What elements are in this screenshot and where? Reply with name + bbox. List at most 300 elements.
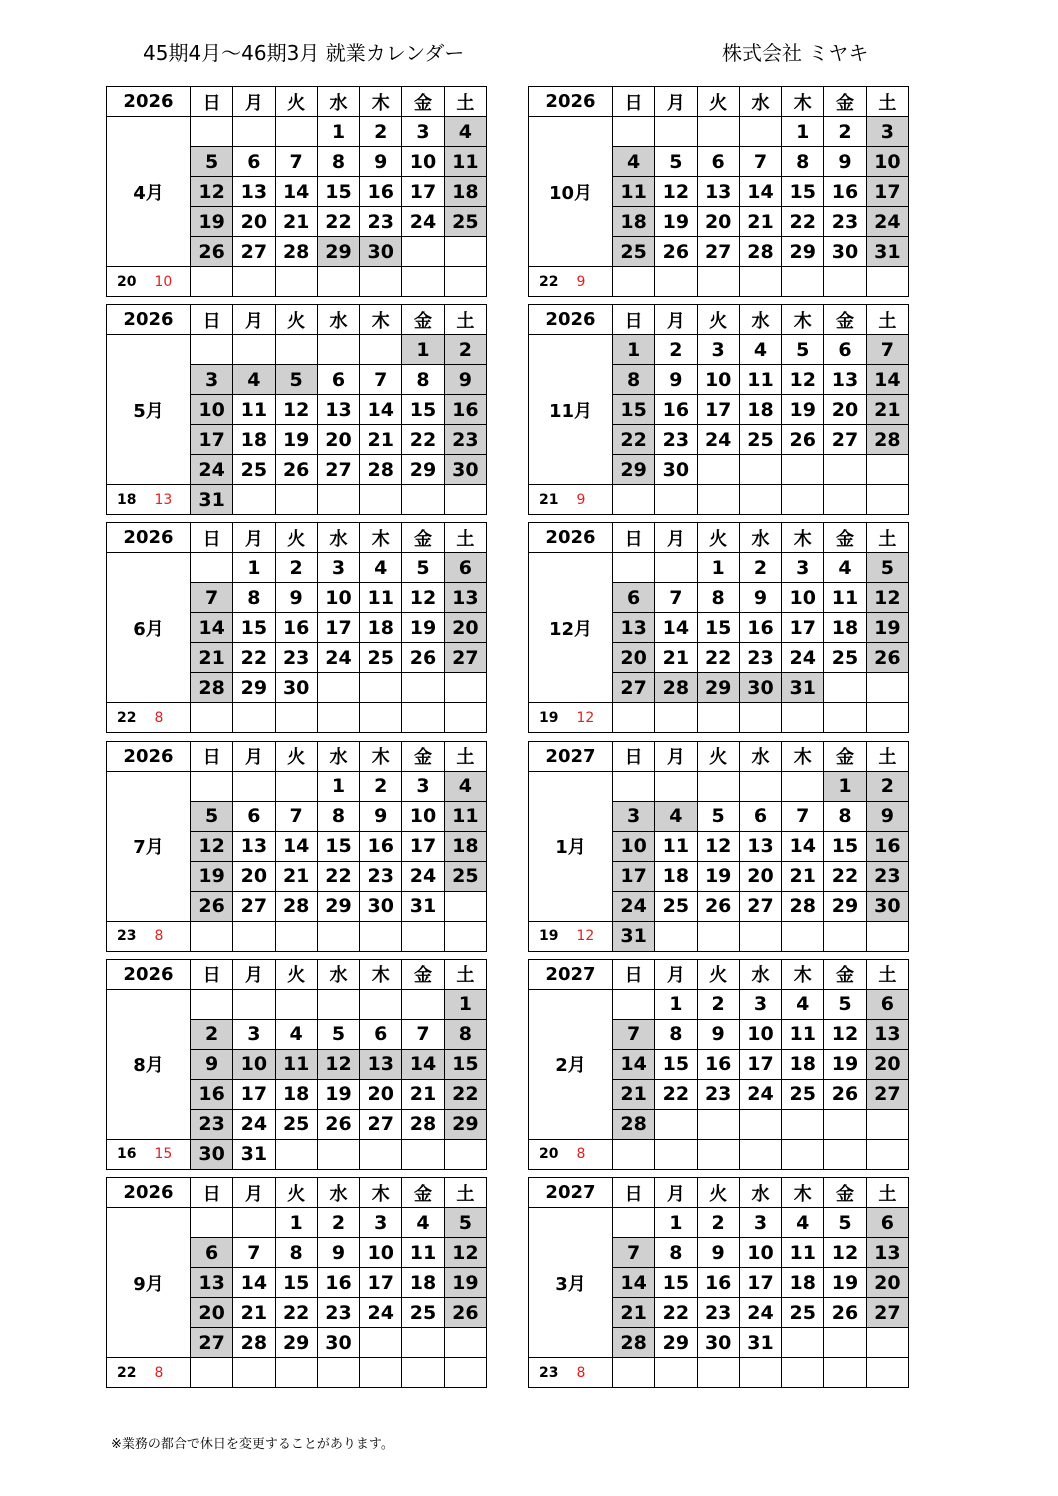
day-cell [360, 485, 402, 515]
day-cell: 13 [866, 1019, 908, 1049]
weekday-cell: 木 [782, 959, 824, 989]
month-table [106, 1177, 487, 1388]
day-cell [866, 673, 908, 703]
day-cell: 19 [444, 1268, 486, 1298]
weekday-cell: 金 [824, 959, 866, 989]
day-cell: 14 [612, 1268, 654, 1298]
weekday-cell: 火 [275, 741, 317, 771]
day-cell: 19 [824, 1049, 866, 1079]
day-cell: 7 [275, 147, 317, 177]
day-cell [697, 921, 739, 951]
day-cell: 22 [317, 861, 359, 891]
day-cell: 18 [655, 861, 697, 891]
day-cell: 25 [360, 643, 402, 673]
day-cell: 3 [402, 117, 444, 147]
day-cell: 30 [739, 673, 781, 703]
weekday-cell: 土 [444, 741, 486, 771]
day-cell: 29 [317, 237, 359, 267]
day-cell [655, 703, 697, 733]
work-days-count: 20 [539, 1146, 559, 1163]
day-cell: 6 [190, 1238, 232, 1268]
day-cell: 12 [190, 177, 232, 207]
weekday-cell: 水 [739, 1178, 781, 1208]
day-cell: 8 [782, 147, 824, 177]
day-cell: 19 [190, 861, 232, 891]
day-cell [233, 921, 275, 951]
day-cell [444, 1328, 486, 1358]
day-cell: 1 [782, 117, 824, 147]
day-cell: 27 [317, 455, 359, 485]
day-cell: 10 [402, 147, 444, 177]
day-cell: 22 [612, 425, 654, 455]
day-cell: 28 [655, 673, 697, 703]
week-row [107, 117, 487, 147]
weekday-cell: 火 [275, 959, 317, 989]
footer-note: ※業務の都合で休日を変更することがあります。 [111, 1437, 394, 1452]
day-cell: 1 [444, 989, 486, 1019]
day-count-cell [107, 1139, 191, 1169]
day-cell: 29 [402, 455, 444, 485]
day-cell: 24 [402, 207, 444, 237]
day-cell: 3 [360, 1208, 402, 1238]
day-count-cell [529, 921, 613, 951]
day-cell: 4 [444, 771, 486, 801]
weekday-cell: 日 [190, 959, 232, 989]
day-cell: 24 [190, 455, 232, 485]
weekday-cell: 月 [655, 523, 697, 553]
day-cell [824, 267, 866, 297]
weekday-cell: 日 [190, 741, 232, 771]
day-cell [782, 1328, 824, 1358]
day-cell: 30 [655, 455, 697, 485]
day-cell: 23 [655, 425, 697, 455]
day-cell: 30 [697, 1328, 739, 1358]
day-cell: 7 [612, 1019, 654, 1049]
day-cell: 29 [612, 455, 654, 485]
day-cell: 2 [655, 335, 697, 365]
day-cell: 1 [655, 1208, 697, 1238]
weekday-cell: 金 [824, 87, 866, 117]
day-cell: 19 [402, 613, 444, 643]
day-cell [190, 335, 232, 365]
day-cell: 31 [402, 891, 444, 921]
day-cell: 12 [697, 831, 739, 861]
weekday-cell: 月 [233, 523, 275, 553]
day-cell: 13 [612, 613, 654, 643]
day-cell: 3 [739, 1208, 781, 1238]
day-cell: 22 [444, 1079, 486, 1109]
work-days-count: 18 [117, 491, 137, 508]
day-cell: 12 [275, 395, 317, 425]
work-days-count: 16 [117, 1146, 137, 1163]
day-cell: 23 [317, 1298, 359, 1328]
day-cell [233, 1358, 275, 1388]
day-cell [739, 485, 781, 515]
day-cell: 31 [233, 1139, 275, 1169]
weekday-cell: 火 [275, 1178, 317, 1208]
company-name: 株式会社 ミヤキ [722, 41, 869, 65]
day-cell: 5 [782, 335, 824, 365]
day-cell [317, 921, 359, 951]
day-cell: 8 [444, 1019, 486, 1049]
day-count-cell [107, 267, 191, 297]
day-cell: 9 [866, 801, 908, 831]
day-cell [824, 921, 866, 951]
day-cell: 5 [824, 1208, 866, 1238]
day-cell: 15 [444, 1049, 486, 1079]
day-cell: 26 [444, 1298, 486, 1328]
weekday-cell: 木 [360, 523, 402, 553]
weekday-cell: 木 [782, 741, 824, 771]
weekday-cell: 日 [190, 1178, 232, 1208]
day-cell [612, 485, 654, 515]
day-cell: 20 [697, 207, 739, 237]
day-cell [655, 553, 697, 583]
day-cell: 31 [739, 1328, 781, 1358]
weekday-header-row [529, 1178, 909, 1208]
day-cell: 29 [824, 891, 866, 921]
weekday-cell: 火 [697, 741, 739, 771]
weekday-cell: 月 [233, 87, 275, 117]
weekday-cell: 日 [612, 1178, 654, 1208]
day-cell: 10 [317, 583, 359, 613]
day-cell [612, 267, 654, 297]
day-cell: 7 [612, 1238, 654, 1268]
day-cell [190, 771, 232, 801]
day-cell: 31 [190, 485, 232, 515]
week-row [529, 1139, 909, 1169]
day-cell: 17 [739, 1268, 781, 1298]
day-cell: 13 [317, 395, 359, 425]
day-cell: 22 [697, 643, 739, 673]
day-cell: 14 [275, 831, 317, 861]
day-cell [655, 771, 697, 801]
day-cell: 1 [402, 335, 444, 365]
month-calendar [528, 1177, 909, 1388]
day-cell: 11 [739, 365, 781, 395]
off-days-count: 15 [154, 1146, 173, 1163]
week-row [529, 335, 909, 365]
month-table [528, 1177, 909, 1388]
day-cell: 8 [697, 583, 739, 613]
day-cell: 3 [233, 1019, 275, 1049]
day-cell: 3 [866, 117, 908, 147]
day-cell: 11 [360, 583, 402, 613]
weekday-header-row [107, 1178, 487, 1208]
day-cell [360, 1139, 402, 1169]
day-cell: 21 [360, 425, 402, 455]
day-cell: 29 [782, 237, 824, 267]
off-days-count: 8 [154, 709, 164, 726]
day-cell: 4 [233, 365, 275, 395]
day-cell: 16 [866, 831, 908, 861]
day-cell [402, 1139, 444, 1169]
month-label: 8月 [107, 989, 191, 1139]
day-cell: 3 [612, 801, 654, 831]
day-cell: 23 [275, 643, 317, 673]
day-cell: 27 [824, 425, 866, 455]
day-cell: 10 [739, 1019, 781, 1049]
week-row [107, 335, 487, 365]
weekday-cell: 水 [739, 87, 781, 117]
day-cell: 29 [233, 673, 275, 703]
weekday-header-row [107, 87, 487, 117]
day-cell: 9 [317, 1238, 359, 1268]
day-cell: 27 [866, 1079, 908, 1109]
day-cell [782, 703, 824, 733]
weekday-cell: 月 [655, 305, 697, 335]
day-cell [444, 1139, 486, 1169]
day-cell [360, 335, 402, 365]
work-days-count: 20 [117, 273, 137, 290]
day-cell: 7 [360, 365, 402, 395]
day-cell: 12 [317, 1049, 359, 1079]
weekday-cell: 日 [190, 87, 232, 117]
day-cell: 5 [655, 147, 697, 177]
day-cell: 17 [402, 177, 444, 207]
weekday-cell: 火 [697, 523, 739, 553]
day-cell [233, 267, 275, 297]
day-cell: 3 [782, 553, 824, 583]
day-cell: 19 [655, 207, 697, 237]
day-cell [275, 1139, 317, 1169]
day-cell: 28 [739, 237, 781, 267]
day-cell: 24 [402, 861, 444, 891]
weekday-cell: 日 [190, 305, 232, 335]
week-row [107, 267, 487, 297]
day-cell: 8 [317, 801, 359, 831]
day-cell: 2 [824, 117, 866, 147]
day-cell: 18 [444, 831, 486, 861]
month-table [106, 86, 487, 297]
day-cell: 21 [275, 207, 317, 237]
weekday-cell: 火 [697, 959, 739, 989]
weekday-cell: 水 [317, 87, 359, 117]
day-cell: 9 [697, 1019, 739, 1049]
weekday-header-row [107, 523, 487, 553]
day-cell [739, 703, 781, 733]
month-table [106, 741, 487, 952]
day-cell: 17 [233, 1079, 275, 1109]
day-cell: 17 [782, 613, 824, 643]
day-cell [866, 1328, 908, 1358]
day-cell: 25 [612, 237, 654, 267]
day-cell [317, 335, 359, 365]
weekday-header-row [529, 305, 909, 335]
day-cell: 5 [697, 801, 739, 831]
weekday-cell: 土 [444, 959, 486, 989]
day-cell [402, 237, 444, 267]
day-cell: 9 [190, 1049, 232, 1079]
day-cell: 3 [317, 553, 359, 583]
weekday-cell: 土 [444, 523, 486, 553]
week-row [529, 1208, 909, 1238]
day-cell: 28 [612, 1109, 654, 1139]
weekday-cell: 月 [655, 1178, 697, 1208]
day-cell: 30 [360, 237, 402, 267]
day-cell [697, 1358, 739, 1388]
day-cell [824, 703, 866, 733]
weekday-cell: 水 [739, 959, 781, 989]
day-cell: 14 [360, 395, 402, 425]
weekday-cell: 木 [782, 1178, 824, 1208]
day-cell [233, 485, 275, 515]
day-cell: 8 [655, 1238, 697, 1268]
day-cell: 18 [275, 1079, 317, 1109]
weekday-cell: 水 [317, 1178, 359, 1208]
day-cell [275, 921, 317, 951]
day-cell: 21 [190, 643, 232, 673]
day-cell: 25 [655, 891, 697, 921]
year-cell: 2026 [529, 305, 613, 335]
day-cell: 6 [233, 147, 275, 177]
day-cell: 6 [824, 335, 866, 365]
day-cell: 4 [612, 147, 654, 177]
day-cell [233, 771, 275, 801]
weekday-cell: 水 [739, 305, 781, 335]
day-cell: 5 [190, 801, 232, 831]
day-cell: 22 [824, 861, 866, 891]
day-cell: 9 [360, 801, 402, 831]
day-cell: 24 [866, 207, 908, 237]
day-cell: 19 [824, 1268, 866, 1298]
off-days-count: 9 [576, 491, 586, 508]
day-cell [317, 989, 359, 1019]
day-cell: 8 [233, 583, 275, 613]
day-cell: 2 [190, 1019, 232, 1049]
day-cell: 17 [866, 177, 908, 207]
work-days-count: 23 [117, 928, 137, 945]
day-cell [739, 455, 781, 485]
day-cell: 27 [233, 891, 275, 921]
day-cell: 13 [233, 831, 275, 861]
day-cell: 10 [697, 365, 739, 395]
day-cell [655, 1358, 697, 1388]
day-cell: 3 [190, 365, 232, 395]
week-row [529, 1358, 909, 1388]
day-cell: 24 [739, 1298, 781, 1328]
month-calendar [106, 522, 487, 733]
day-cell: 7 [275, 801, 317, 831]
day-cell: 7 [655, 583, 697, 613]
month-calendar [106, 741, 487, 952]
month-label: 10月 [529, 117, 613, 267]
month-calendar [106, 304, 487, 515]
day-cell [360, 1328, 402, 1358]
day-cell: 25 [233, 455, 275, 485]
day-cell: 28 [360, 455, 402, 485]
month-calendar [528, 522, 909, 733]
day-cell: 14 [190, 613, 232, 643]
year-cell: 2026 [529, 523, 613, 553]
day-cell [655, 267, 697, 297]
week-row [529, 989, 909, 1019]
weekday-cell: 火 [697, 87, 739, 117]
day-cell: 7 [866, 335, 908, 365]
day-cell: 25 [824, 643, 866, 673]
month-table [528, 86, 909, 297]
day-cell: 16 [190, 1079, 232, 1109]
weekday-cell: 日 [612, 741, 654, 771]
day-cell [444, 267, 486, 297]
weekday-cell: 土 [866, 741, 908, 771]
weekday-cell: 水 [317, 741, 359, 771]
day-cell: 24 [697, 425, 739, 455]
day-cell: 29 [275, 1328, 317, 1358]
day-cell: 26 [317, 1109, 359, 1139]
day-cell: 21 [655, 643, 697, 673]
weekday-cell: 水 [317, 959, 359, 989]
day-cell [190, 989, 232, 1019]
weekday-cell: 木 [360, 959, 402, 989]
day-cell: 16 [360, 177, 402, 207]
day-cell [317, 267, 359, 297]
day-cell: 4 [402, 1208, 444, 1238]
day-cell: 22 [402, 425, 444, 455]
day-cell: 26 [655, 237, 697, 267]
year-cell: 2026 [107, 1178, 191, 1208]
day-cell: 5 [824, 989, 866, 1019]
day-cell: 20 [739, 861, 781, 891]
day-count-cell [107, 1358, 191, 1388]
day-cell: 13 [697, 177, 739, 207]
day-cell: 31 [782, 673, 824, 703]
day-cell [190, 267, 232, 297]
day-cell: 15 [317, 177, 359, 207]
weekday-cell: 金 [824, 741, 866, 771]
weekday-cell: 金 [402, 1178, 444, 1208]
off-days-count: 8 [576, 1364, 586, 1381]
day-cell: 2 [360, 771, 402, 801]
day-cell: 4 [275, 1019, 317, 1049]
weekday-cell: 水 [739, 523, 781, 553]
day-cell: 10 [233, 1049, 275, 1079]
off-days-count: 10 [154, 273, 173, 290]
day-cell: 1 [275, 1208, 317, 1238]
day-cell [275, 117, 317, 147]
work-days-count: 21 [539, 491, 559, 508]
weekday-cell: 日 [612, 959, 654, 989]
off-days-count: 8 [154, 928, 164, 945]
day-cell: 28 [275, 237, 317, 267]
day-cell [402, 989, 444, 1019]
month-label: 4月 [107, 117, 191, 267]
day-cell [275, 335, 317, 365]
day-cell: 17 [317, 613, 359, 643]
day-cell [655, 117, 697, 147]
day-cell: 13 [190, 1268, 232, 1298]
day-cell: 1 [697, 553, 739, 583]
year-cell: 2026 [107, 87, 191, 117]
day-cell: 21 [782, 861, 824, 891]
day-cell: 22 [317, 207, 359, 237]
day-cell: 10 [739, 1238, 781, 1268]
day-cell: 15 [782, 177, 824, 207]
day-cell [782, 1139, 824, 1169]
day-cell [317, 1139, 359, 1169]
day-cell: 14 [402, 1049, 444, 1079]
day-cell: 11 [824, 583, 866, 613]
day-cell: 27 [697, 237, 739, 267]
month-label: 11月 [529, 335, 613, 485]
day-cell: 2 [697, 989, 739, 1019]
day-cell: 9 [655, 365, 697, 395]
day-cell: 14 [866, 365, 908, 395]
day-cell: 2 [739, 553, 781, 583]
day-cell: 28 [782, 891, 824, 921]
day-cell: 6 [612, 583, 654, 613]
week-row [529, 267, 909, 297]
